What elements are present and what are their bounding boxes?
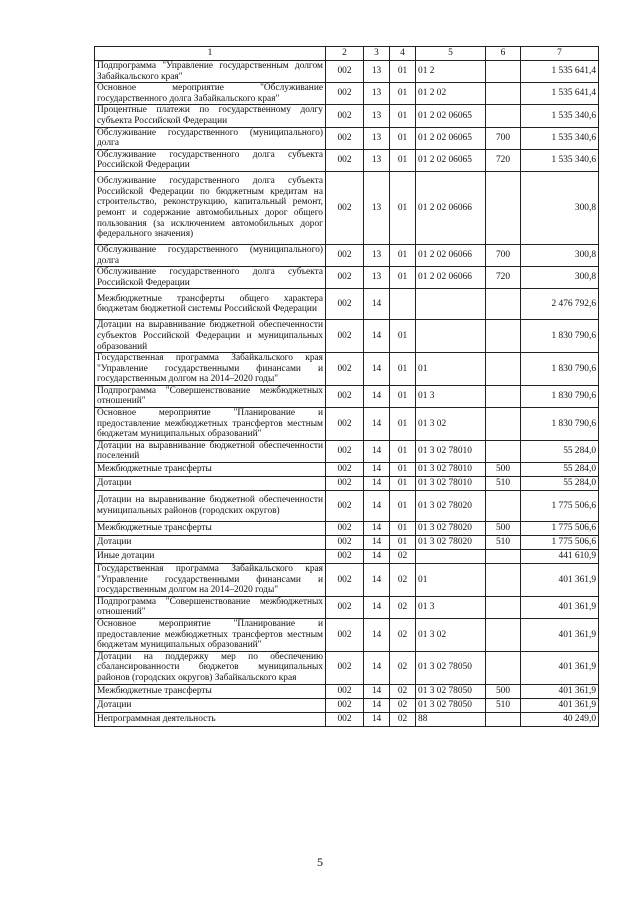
- cell-pr: 01: [390, 267, 416, 289]
- cell-sum: 40 249,0: [521, 712, 599, 726]
- cell-pr: 02: [390, 564, 416, 597]
- cell-name: Обслуживание государственного долга субъекта Российской Федерации: [95, 149, 326, 171]
- cell-pr: 01: [390, 477, 416, 491]
- cell-vr: [486, 171, 521, 244]
- cell-csr: 01 3 02 78050: [416, 651, 486, 684]
- cell-name: Основное мероприятие "Планирование и предоставление межбюджетных трансфертов местным бюджетам муниципальных образований": [95, 408, 326, 441]
- cell-csr: 01 3 02 78010: [416, 463, 486, 477]
- cell-pr: 01: [390, 127, 416, 149]
- cell-ved: 002: [326, 320, 364, 353]
- cell-name: Обслуживание государственного долга субъекта Российской Федерации по бюджетным кредитам на строительство, реконструкцию, капитальный ремонт, ремонт и содержание автомобильных дорог общего пользования (за исключением автомобильных дорог федерального значения): [95, 171, 326, 244]
- page-number: 5: [317, 855, 323, 869]
- budget-table: [94, 46, 599, 727]
- cell-name: Дотации: [95, 698, 326, 712]
- cell-csr: [416, 289, 486, 320]
- cell-csr: 01 3 02: [416, 408, 486, 441]
- cell-vr: 700: [486, 244, 521, 266]
- col-header-sum: 7: [521, 47, 599, 61]
- cell-csr: [416, 320, 486, 353]
- cell-vr: [486, 564, 521, 597]
- cell-sum: 300,8: [521, 267, 599, 289]
- cell-csr: 01 3 02 78020: [416, 491, 486, 522]
- cell-rz: 14: [364, 712, 390, 726]
- cell-sum: 1 535 340,6: [521, 105, 599, 127]
- cell-ved: 002: [326, 463, 364, 477]
- cell-pr: 01: [390, 536, 416, 550]
- cell-ved: 002: [326, 149, 364, 171]
- cell-rz: 14: [364, 385, 390, 407]
- cell-csr: 01: [416, 564, 486, 597]
- cell-rz: 13: [364, 171, 390, 244]
- col-header-pr: 4: [390, 47, 416, 61]
- cell-sum: 55 284,0: [521, 477, 599, 491]
- cell-csr: 88: [416, 712, 486, 726]
- cell-sum: 55 284,0: [521, 440, 599, 462]
- col-header-ved: 2: [326, 47, 364, 61]
- cell-vr: [486, 353, 521, 386]
- cell-name: Подпрограмма "Совершенствование межбюджетных отношений": [95, 385, 326, 407]
- col-header-rz: 3: [364, 47, 390, 61]
- cell-ved: 002: [326, 105, 364, 127]
- table-row: [95, 477, 599, 491]
- cell-pr: [390, 289, 416, 320]
- cell-vr: 500: [486, 684, 521, 698]
- cell-sum: 2 476 792,6: [521, 289, 599, 320]
- col-header-name: 1: [95, 47, 326, 61]
- cell-ved: 002: [326, 477, 364, 491]
- table-row: [95, 651, 599, 684]
- cell-sum: 401 361,9: [521, 684, 599, 698]
- cell-vr: [486, 385, 521, 407]
- table-row: [95, 149, 599, 171]
- cell-rz: 14: [364, 353, 390, 386]
- cell-ved: 002: [326, 619, 364, 652]
- cell-rz: 14: [364, 440, 390, 462]
- cell-pr: 01: [390, 149, 416, 171]
- cell-sum: 1 535 340,6: [521, 149, 599, 171]
- cell-csr: 01 2 02 06065: [416, 149, 486, 171]
- table-row: [95, 522, 599, 536]
- cell-sum: 401 361,9: [521, 564, 599, 597]
- cell-csr: 01 3 02 78010: [416, 440, 486, 462]
- cell-pr: 02: [390, 651, 416, 684]
- table-row: [95, 385, 599, 407]
- cell-sum: 1 830 790,6: [521, 385, 599, 407]
- cell-sum: 1 830 790,6: [521, 320, 599, 353]
- cell-rz: 13: [364, 105, 390, 127]
- cell-pr: 01: [390, 83, 416, 105]
- table-row: [95, 171, 599, 244]
- cell-rz: 13: [364, 83, 390, 105]
- table-row: [95, 105, 599, 127]
- cell-pr: 02: [390, 619, 416, 652]
- cell-vr: 500: [486, 463, 521, 477]
- table-row: [95, 596, 599, 618]
- cell-pr: 01: [390, 105, 416, 127]
- cell-pr: 01: [390, 171, 416, 244]
- cell-ved: 002: [326, 385, 364, 407]
- cell-ved: 002: [326, 564, 364, 597]
- cell-pr: 01: [390, 522, 416, 536]
- cell-ved: 002: [326, 522, 364, 536]
- cell-ved: 002: [326, 536, 364, 550]
- cell-name: Государственная программа Забайкальского края "Управление государственными финансами и государственным долгом на 2014–2020 годы": [95, 564, 326, 597]
- cell-rz: 14: [364, 619, 390, 652]
- cell-ved: 002: [326, 267, 364, 289]
- cell-pr: 01: [390, 440, 416, 462]
- cell-vr: [486, 105, 521, 127]
- cell-csr: 01 2 02 06066: [416, 171, 486, 244]
- cell-rz: 14: [364, 463, 390, 477]
- cell-vr: [486, 619, 521, 652]
- cell-rz: 13: [364, 267, 390, 289]
- cell-name: Процентные платежи по государственному долгу субъекта Российской Федерации: [95, 105, 326, 127]
- cell-rz: 14: [364, 408, 390, 441]
- cell-name: Межбюджетные трансферты: [95, 684, 326, 698]
- cell-sum: 441 610,9: [521, 550, 599, 564]
- cell-rz: 14: [364, 596, 390, 618]
- cell-ved: 002: [326, 698, 364, 712]
- cell-pr: 01: [390, 408, 416, 441]
- table-row: [95, 712, 599, 726]
- cell-csr: 01 2: [416, 61, 486, 83]
- table-row: [95, 320, 599, 353]
- table-row: [95, 83, 599, 105]
- cell-sum: 55 284,0: [521, 463, 599, 477]
- cell-vr: [486, 550, 521, 564]
- cell-rz: 14: [364, 651, 390, 684]
- cell-ved: 002: [326, 550, 364, 564]
- cell-name: Дотации: [95, 536, 326, 550]
- cell-csr: 01 3 02: [416, 619, 486, 652]
- cell-sum: 1 535 340,6: [521, 127, 599, 149]
- table-row: [95, 619, 599, 652]
- cell-vr: [486, 596, 521, 618]
- cell-rz: 14: [364, 477, 390, 491]
- table-row: [95, 353, 599, 386]
- table-row: [95, 491, 599, 522]
- cell-sum: 1 535 641,4: [521, 61, 599, 83]
- cell-sum: 401 361,9: [521, 698, 599, 712]
- cell-rz: 14: [364, 491, 390, 522]
- table-row: [95, 267, 599, 289]
- cell-name: Государственная программа Забайкальского края "Управление государственными финансами и государственным долгом на 2014–2020 годы": [95, 353, 326, 386]
- cell-vr: [486, 408, 521, 441]
- cell-sum: 401 361,9: [521, 596, 599, 618]
- table-row: [95, 408, 599, 441]
- cell-pr: 02: [390, 550, 416, 564]
- cell-ved: 002: [326, 353, 364, 386]
- table-row: [95, 698, 599, 712]
- cell-pr: 01: [390, 463, 416, 477]
- cell-csr: 01 3 02 78050: [416, 684, 486, 698]
- cell-ved: 002: [326, 440, 364, 462]
- cell-ved: 002: [326, 408, 364, 441]
- cell-pr: 02: [390, 698, 416, 712]
- cell-vr: 510: [486, 477, 521, 491]
- table-row: [95, 61, 599, 83]
- cell-sum: 1 775 506,6: [521, 522, 599, 536]
- cell-name: Непрограммная деятельность: [95, 712, 326, 726]
- cell-vr: 500: [486, 522, 521, 536]
- cell-pr: 02: [390, 712, 416, 726]
- cell-sum: 1 775 506,6: [521, 536, 599, 550]
- cell-sum: 300,8: [521, 171, 599, 244]
- cell-pr: 01: [390, 320, 416, 353]
- cell-csr: 01 2 02 06066: [416, 267, 486, 289]
- cell-name: Обслуживание государственного (муниципального) долга: [95, 127, 326, 149]
- cell-sum: 401 361,9: [521, 619, 599, 652]
- cell-sum: 401 361,9: [521, 651, 599, 684]
- table-row: [95, 684, 599, 698]
- cell-sum: 300,8: [521, 244, 599, 266]
- cell-csr: 01 3 02 78010: [416, 477, 486, 491]
- cell-name: Дотации на выравнивание бюджетной обеспеченности муниципальных районов (городских округов): [95, 491, 326, 522]
- cell-vr: [486, 491, 521, 522]
- cell-rz: 14: [364, 550, 390, 564]
- table-row: [95, 440, 599, 462]
- col-header-vr: 6: [486, 47, 521, 61]
- cell-ved: 002: [326, 684, 364, 698]
- cell-ved: 002: [326, 289, 364, 320]
- cell-rz: 13: [364, 61, 390, 83]
- table-row: [95, 536, 599, 550]
- cell-csr: 01 2 02 06065: [416, 105, 486, 127]
- table-row: [95, 564, 599, 597]
- cell-ved: 002: [326, 61, 364, 83]
- cell-vr: [486, 289, 521, 320]
- table-row: [95, 244, 599, 266]
- cell-rz: 14: [364, 564, 390, 597]
- cell-name: Обслуживание государственного долга субъекта Российской Федерации: [95, 267, 326, 289]
- cell-name: Подпрограмма "Совершенствование межбюджетных отношений": [95, 596, 326, 618]
- cell-csr: 01 2 02 06065: [416, 127, 486, 149]
- cell-pr: 01: [390, 385, 416, 407]
- header-row: [95, 47, 599, 61]
- cell-ved: 002: [326, 651, 364, 684]
- cell-rz: 14: [364, 289, 390, 320]
- cell-name: Обслуживание государственного (муниципального) долга: [95, 244, 326, 266]
- cell-ved: 002: [326, 83, 364, 105]
- table-row: [95, 463, 599, 477]
- cell-rz: 14: [364, 536, 390, 550]
- cell-csr: 01 3: [416, 385, 486, 407]
- cell-rz: 13: [364, 244, 390, 266]
- table-row: [95, 289, 599, 320]
- cell-rz: 14: [364, 320, 390, 353]
- cell-csr: [416, 550, 486, 564]
- col-header-csr: 5: [416, 47, 486, 61]
- cell-rz: 13: [364, 149, 390, 171]
- cell-vr: [486, 712, 521, 726]
- cell-pr: 02: [390, 684, 416, 698]
- cell-pr: 01: [390, 353, 416, 386]
- cell-name: Межбюджетные трансферты: [95, 522, 326, 536]
- cell-pr: 02: [390, 596, 416, 618]
- cell-sum: 1 775 506,6: [521, 491, 599, 522]
- cell-rz: 14: [364, 698, 390, 712]
- cell-vr: [486, 440, 521, 462]
- cell-ved: 002: [326, 596, 364, 618]
- cell-csr: 01 2 02: [416, 83, 486, 105]
- cell-rz: 14: [364, 684, 390, 698]
- cell-ved: 002: [326, 127, 364, 149]
- cell-rz: 13: [364, 127, 390, 149]
- table-row: [95, 550, 599, 564]
- cell-csr: 01 2 02 06066: [416, 244, 486, 266]
- cell-pr: 01: [390, 61, 416, 83]
- cell-sum: 1 830 790,6: [521, 353, 599, 386]
- cell-name: Дотации на выравнивание бюджетной обеспеченности субъектов Российской Федерации и муниципальных образований: [95, 320, 326, 353]
- cell-name: Дотации: [95, 477, 326, 491]
- cell-vr: [486, 83, 521, 105]
- cell-csr: 01 3: [416, 596, 486, 618]
- cell-vr: 720: [486, 267, 521, 289]
- cell-vr: [486, 61, 521, 83]
- cell-csr: 01 3 02 78020: [416, 522, 486, 536]
- cell-vr: 720: [486, 149, 521, 171]
- cell-ved: 002: [326, 712, 364, 726]
- cell-name: Иные дотации: [95, 550, 326, 564]
- cell-rz: 14: [364, 522, 390, 536]
- cell-name: Дотации на выравнивание бюджетной обеспеченности поселений: [95, 440, 326, 462]
- cell-name: Дотации на поддержку мер по обеспечению сбалансированности бюджетов муниципальных районов (городских округов) Забайкальского края: [95, 651, 326, 684]
- cell-pr: 01: [390, 244, 416, 266]
- cell-name: Межбюджетные трансферты общего характера бюджетам бюджетной системы Российской Федерации: [95, 289, 326, 320]
- cell-vr: [486, 320, 521, 353]
- cell-name: Межбюджетные трансферты: [95, 463, 326, 477]
- cell-ved: 002: [326, 491, 364, 522]
- cell-vr: 510: [486, 698, 521, 712]
- table-row: [95, 127, 599, 149]
- cell-csr: 01 3 02 78020: [416, 536, 486, 550]
- cell-sum: 1 830 790,6: [521, 408, 599, 441]
- cell-vr: 700: [486, 127, 521, 149]
- cell-ved: 002: [326, 244, 364, 266]
- cell-name: Основное мероприятие "Планирование и предоставление межбюджетных трансфертов местным бюджетам муниципальных образований": [95, 619, 326, 652]
- cell-name: Основное мероприятие "Обслуживание государственного долга Забайкальского края": [95, 83, 326, 105]
- cell-csr: 01 3 02 78050: [416, 698, 486, 712]
- cell-vr: [486, 651, 521, 684]
- cell-name: Подпрограмма "Управление государственным долгом Забайкальского края": [95, 61, 326, 83]
- cell-vr: 510: [486, 536, 521, 550]
- cell-sum: 1 535 641,4: [521, 83, 599, 105]
- cell-csr: 01: [416, 353, 486, 386]
- cell-pr: 01: [390, 491, 416, 522]
- cell-ved: 002: [326, 171, 364, 244]
